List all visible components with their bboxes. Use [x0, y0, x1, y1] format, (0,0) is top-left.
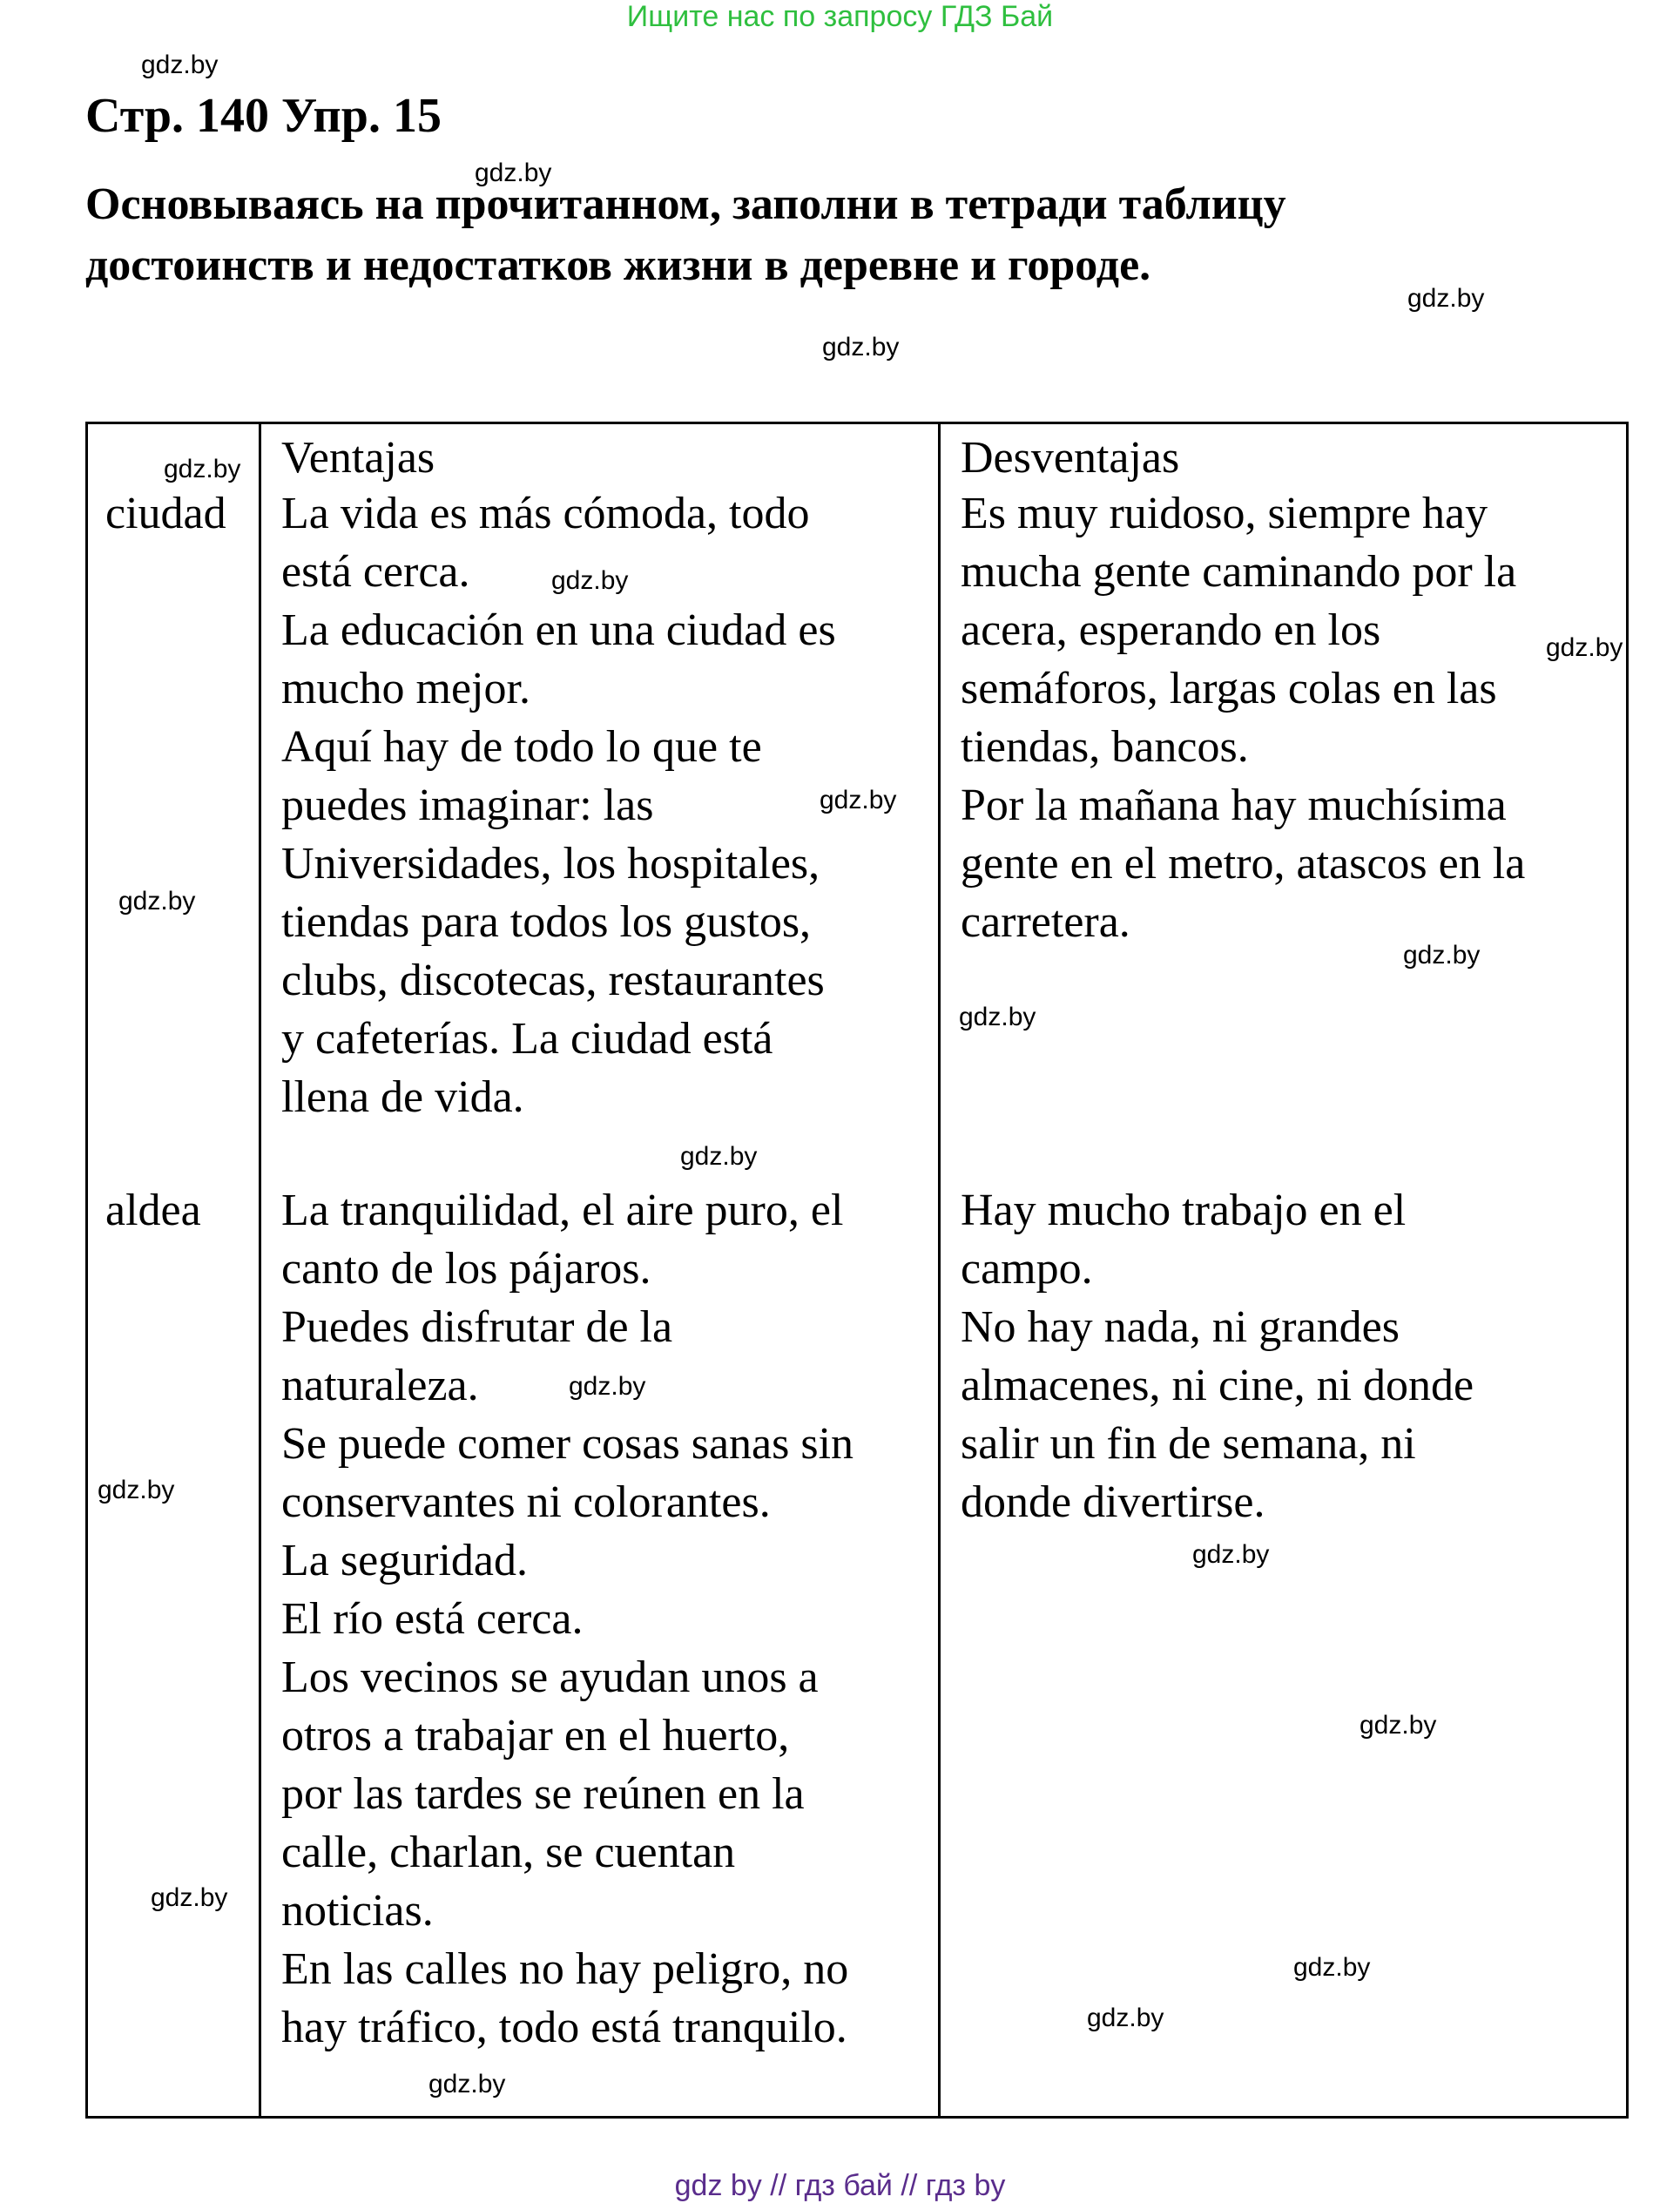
- row-label-aldea: aldea: [105, 1186, 201, 1235]
- watermark: gdz.by: [1087, 2004, 1164, 2032]
- table-cell-line: Los vecinos se ayudan unos a: [281, 1652, 819, 1702]
- table-cell-line: otros a trabajar en el huerto,: [281, 1711, 790, 1761]
- table-cell-line: noticias.: [281, 1886, 434, 1936]
- page-title: Стр. 140 Упр. 15: [85, 89, 442, 143]
- table-cell-line: Universidades, los hospitales,: [281, 839, 820, 889]
- watermark: gdz.by: [141, 51, 219, 79]
- table-cell-line: La vida es más cómoda, todo: [281, 489, 810, 538]
- table-cell-line: En las calles no hay peligro, no: [281, 1944, 849, 1994]
- table-cell-line: gente en el metro, atascos en la: [961, 839, 1526, 889]
- table-cell-line: campo.: [961, 1244, 1093, 1294]
- table-cell-line: almacenes, ni cine, ni donde: [961, 1361, 1474, 1410]
- table-cell-line: semáforos, largas colas en las: [961, 664, 1497, 713]
- table-cell-line: por las tardes se reúnen en la: [281, 1769, 805, 1819]
- watermark: gdz.by: [151, 1883, 228, 1912]
- watermark: gdz.by: [1407, 284, 1485, 313]
- task-line: Основываясь на прочитанном, заполни в тетради таблицу: [85, 179, 1286, 229]
- top-banner: Ищите нас по запросу ГДЗ Бай: [626, 0, 1054, 33]
- table-cell-line: donde divertirse.: [961, 1477, 1265, 1527]
- table-cell-line: tiendas para todos los gustos,: [281, 897, 812, 947]
- aldea-desventajas: [961, 1181, 1474, 1531]
- task-line: достоинств и недостатков жизни в деревне и городе.: [85, 240, 1151, 290]
- table-cell-line: carretera.: [961, 897, 1130, 947]
- table-cell-line: La seguridad.: [281, 1536, 529, 1585]
- watermark: gdz.by: [680, 1142, 758, 1171]
- table-cell-line: Aquí hay de todo lo que te: [281, 722, 762, 772]
- watermark: gdz.by: [1403, 941, 1481, 970]
- table-cell-line: mucho mejor.: [281, 664, 530, 713]
- table-cell-line: Puedes disfrutar de la: [281, 1302, 673, 1352]
- table-cell-line: canto de los pájaros.: [281, 1244, 651, 1294]
- row-label-ciudad: ciudad: [105, 489, 226, 538]
- table-cell-line: conservantes ni colorantes.: [281, 1477, 771, 1527]
- task-text: [85, 174, 1479, 296]
- ciudad-desventajas: [961, 484, 1525, 951]
- table-cell-line: La tranquilidad, el aire puro, el: [281, 1186, 844, 1235]
- table-cell-line: Es muy ruidoso, siempre hay: [961, 489, 1488, 538]
- watermark: gdz.by: [428, 2070, 506, 2098]
- column-divider: [938, 422, 941, 2119]
- table-cell-line: La educación en una ciudad es: [281, 605, 836, 655]
- table-cell-line: mucha gente caminando por la: [961, 547, 1517, 597]
- header-ventajas: Ventajas: [281, 433, 435, 483]
- table-cell-line: Hay mucho trabajo en el: [961, 1186, 1407, 1235]
- table-cell-line: salir un fin de semana, ni: [961, 1419, 1416, 1469]
- watermark: gdz.by: [551, 566, 629, 595]
- footer: gdz by // гдз бай // гдз by: [674, 2169, 1006, 2202]
- table-cell-line: naturaleza.: [281, 1361, 479, 1410]
- watermark: gdz.by: [1360, 1711, 1437, 1740]
- table-cell-line: Se puede comer cosas sanas sin: [281, 1419, 854, 1469]
- table-cell-line: llena de vida.: [281, 1072, 524, 1122]
- watermark: gdz.by: [475, 159, 552, 187]
- watermark: gdz.by: [820, 786, 897, 814]
- column-divider: [259, 422, 261, 2119]
- aldea-ventajas: [281, 1181, 853, 2057]
- table-cell-line: puedes imaginar: las: [281, 781, 654, 830]
- watermark: gdz.by: [118, 887, 196, 916]
- table-cell-line: hay tráfico, todo está tranquilo.: [281, 2003, 847, 2052]
- watermark: gdz.by: [1293, 1953, 1371, 1982]
- table-cell-line: clubs, discotecas, restaurantes: [281, 956, 825, 1005]
- table-cell-line: No hay nada, ni grandes: [961, 1302, 1400, 1352]
- watermark: gdz.by: [1192, 1540, 1270, 1569]
- table-cell-line: Por la mañana hay muchísima: [961, 781, 1507, 830]
- table-cell-line: tiendas, bancos.: [961, 722, 1249, 772]
- watermark: gdz.by: [822, 333, 900, 362]
- watermark: gdz.by: [98, 1476, 175, 1504]
- watermark: gdz.by: [569, 1372, 646, 1401]
- watermark: gdz.by: [1546, 633, 1623, 662]
- table-cell-line: está cerca.: [281, 547, 470, 597]
- table-cell-line: acera, esperando en los: [961, 605, 1381, 655]
- table-cell-line: calle, charlan, se cuentan: [281, 1828, 736, 1877]
- watermark: gdz.by: [959, 1003, 1036, 1031]
- table-cell-line: y cafeterías. La ciudad está: [281, 1014, 773, 1064]
- header-desventajas: Desventajas: [961, 433, 1180, 483]
- watermark: gdz.by: [164, 455, 241, 483]
- table-cell-line: El río está cerca.: [281, 1594, 584, 1644]
